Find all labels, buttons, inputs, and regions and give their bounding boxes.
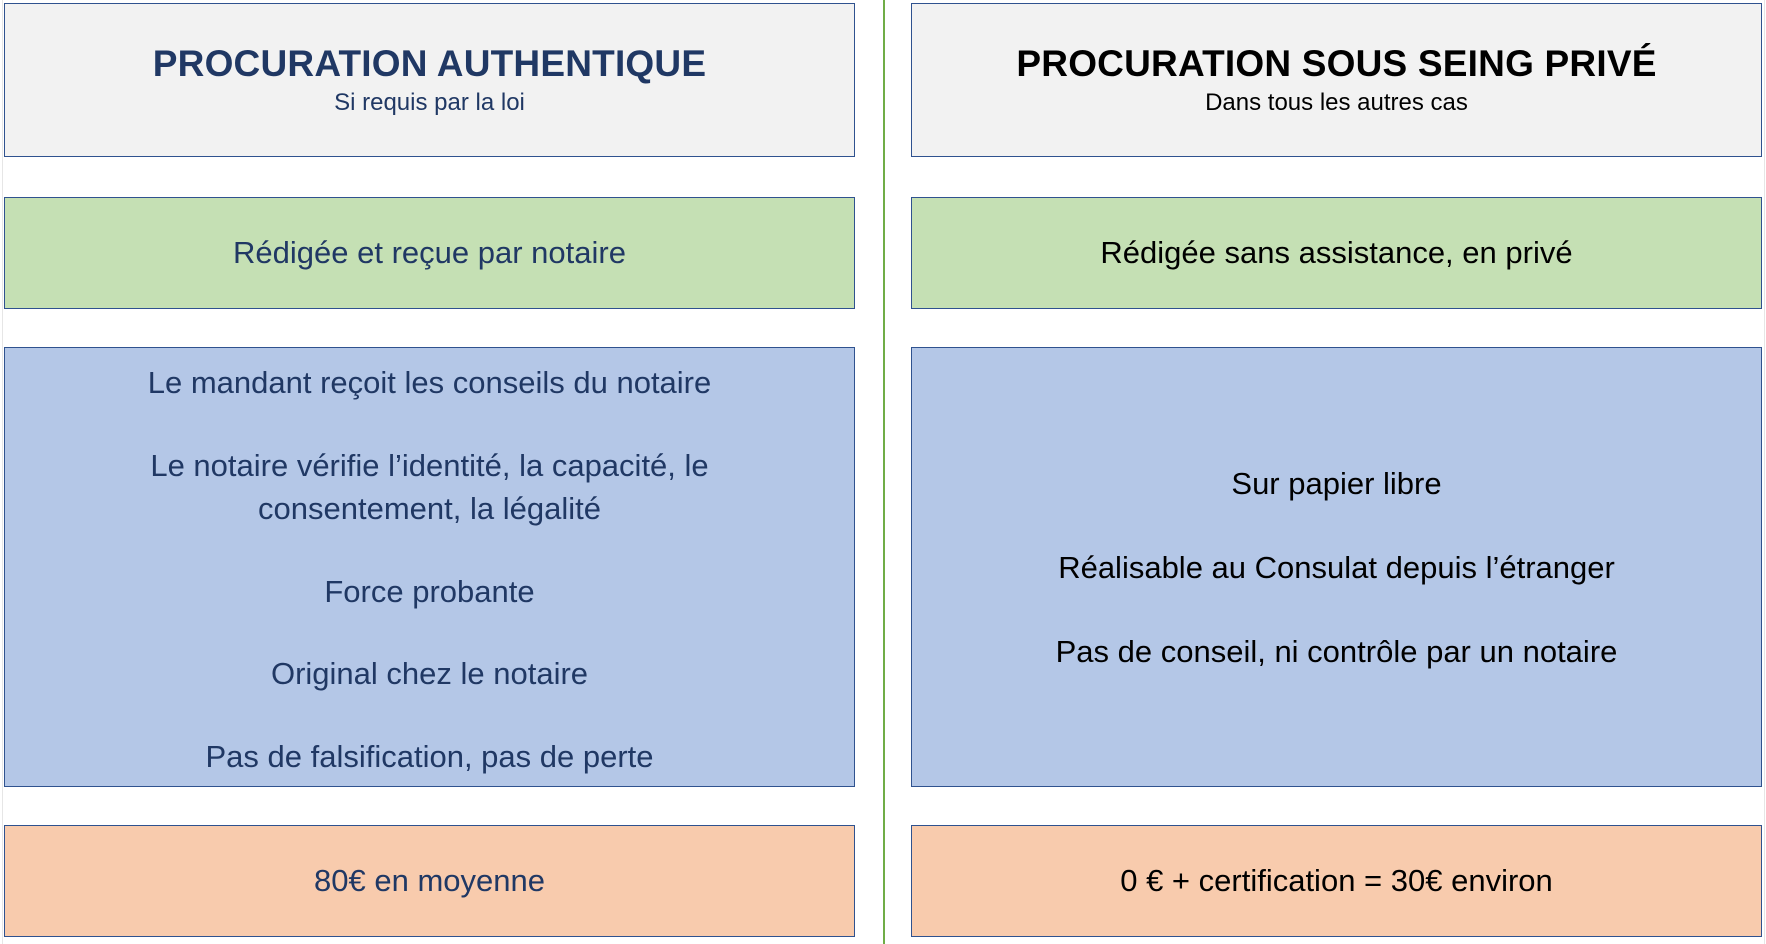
authentic-mode-box <box>4 197 855 309</box>
authentic-subtitle: Si requis par la loi <box>334 89 525 116</box>
private-mode-text: Rédigée sans assistance, en privé <box>1100 235 1573 270</box>
private-feature-no-advice: Pas de conseil, ni contrôle par un notaire <box>1055 633 1618 669</box>
right-edge-line <box>1764 0 1765 944</box>
authentic-feature-original: Original chez le notaire <box>270 656 589 692</box>
authentic-feature-no-loss: Pas de falsification, pas de perte <box>205 739 654 774</box>
private-cost-box <box>911 825 1762 937</box>
private-features-box <box>911 347 1762 787</box>
authentic-cost-text: 80€ en moyenne <box>314 863 545 898</box>
private-feature-consulate: Réalisable au Consulat depuis l’étranger <box>1058 549 1615 585</box>
authentic-feature-verification: Le notaire vérifie l’identité, la capacité, le consentement, la légalité <box>150 447 709 526</box>
authentic-feature-advice: Le mandant reçoit les conseils du notaire <box>147 365 712 400</box>
authentic-mode-text: Rédigée et reçue par notaire <box>233 235 626 270</box>
column-divider <box>883 0 885 944</box>
authentic-header-box <box>4 3 855 157</box>
private-mode-box <box>911 197 1762 309</box>
left-edge-line <box>2 0 3 944</box>
private-header-box <box>911 3 1762 157</box>
authentic-cost-box <box>4 825 855 937</box>
private-cost-text: 0 € + certification = 30€ environ <box>1120 863 1553 898</box>
authentic-title: PROCURATION AUTHENTIQUE <box>152 43 707 84</box>
authentic-column <box>4 0 855 944</box>
authentic-features-box <box>4 347 855 787</box>
authentic-feature-probative-force: Force probante <box>324 573 535 609</box>
private-subtitle: Dans tous les autres cas <box>1205 89 1468 116</box>
private-title: PROCURATION SOUS SEING PRIVÉ <box>1016 43 1657 84</box>
private-feature-free-paper: Sur papier libre <box>1231 465 1442 501</box>
private-column <box>911 0 1762 944</box>
